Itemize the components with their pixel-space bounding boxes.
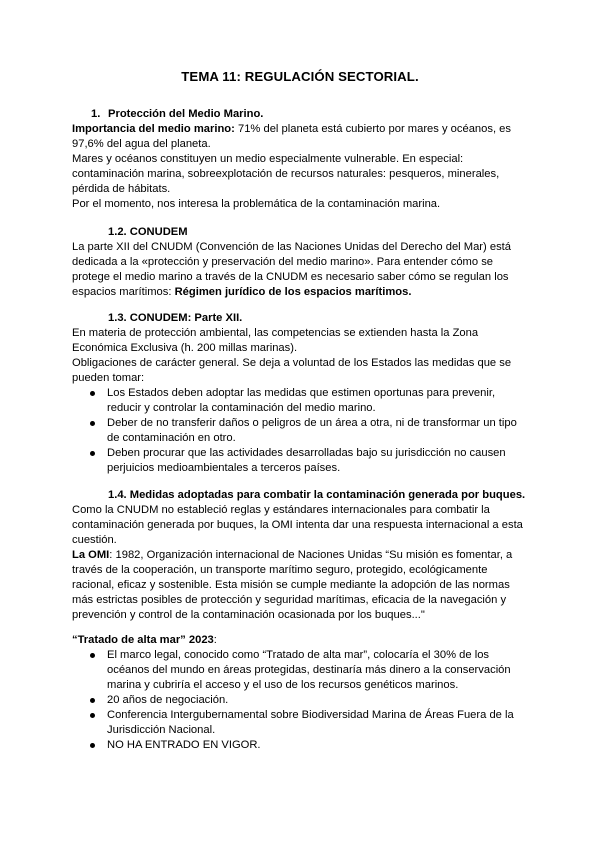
paragraph: Mares y océanos constituyen un medio especialmente vulnerable. En especial: contaminación marina, sobreexplotación de recursos naturales: pesqueros, minerales, pérdida de hábitats.	[72, 153, 500, 195]
section-heading-text: Protección del Medio Marino.	[108, 108, 264, 120]
section-tratado-alta-mar	[72, 633, 532, 753]
paragraph: En materia de protección ambiental, las competencias se extienden hasta la Zona Económica Exclusiva (h. 200 millas marinas).	[72, 327, 479, 354]
bold-text: Régimen jurídico de los espacios marítimos.	[174, 286, 412, 298]
heading-colon: :	[213, 634, 217, 646]
paragraph: Como la CNUDM no estableció reglas y estándares internacionales para combatir la contaminación generada por buques, la OMI intenta dar una respuesta internacional a esta cuestión.	[72, 504, 523, 546]
section-heading	[72, 633, 532, 648]
paragraph	[72, 548, 532, 623]
list-item: Los Estados deben adoptar las medidas que estimen oportunas para prevenir, reducir y controlar la contaminación del medio marino.	[72, 386, 532, 416]
subsection-heading: 1.3. CONUDEM: Parte XII.	[108, 312, 243, 324]
list-item: NO HA ENTRADO EN VIGOR.	[72, 738, 532, 753]
section-conudem-parte-xii	[72, 311, 532, 476]
paragraph: Por el momento, nos interesa la problemática de la contaminación marina.	[72, 198, 441, 210]
bold-lead: La OMI	[72, 549, 110, 561]
section-number: 1.	[91, 108, 101, 120]
bullet-list	[72, 386, 532, 476]
bullet-list	[72, 648, 532, 753]
bold-lead: Importancia del medio marino:	[72, 123, 235, 135]
bold-lead: “Tratado de alta mar” 2023	[72, 634, 214, 646]
paragraph: Obligaciones de carácter general. Se deja a voluntad de los Estados las medidas que se pueden tomar:	[72, 357, 512, 384]
section-medio-marino	[72, 107, 532, 212]
section-heading	[72, 107, 532, 122]
list-item: Deben procurar que las actividades desarrolladas bajo su jurisdicción no causen perjuicios medioambientales a terceros países.	[72, 446, 532, 476]
paragraph-text: : 1982, Organización internacional de Naciones Unidas “Su misión es fomentar, a través de la cooperación, un transporte marítimo seguro, protegido, ecológicamente racional, eficaz y sostenible. Esta misión se cumple mediante la adopción de las normas más estrictas posibles de protección y seguridad marítimas, eficacia de la navegación y prevención y control de la contaminación ocasionada por los buques..."	[72, 549, 513, 621]
list-item: El marco legal, conocido como “Tratado de alta mar”, colocaría el 30% de los océanos del mundo en áreas protegidas, destinaría más dinero a la conservación marina y cubriría el acceso y el uso de los recursos genéticos marinos.	[72, 648, 532, 693]
list-item: 20 años de negociación.	[72, 693, 532, 708]
document-title: TEMA 11: REGULACIÓN SECTORIAL.	[181, 69, 419, 84]
paragraph	[72, 240, 532, 300]
paragraph	[72, 122, 532, 152]
section-medidas-buques	[72, 488, 532, 623]
paragraph-text: La parte XII del CNUDM (Convención de las Naciones Unidas del Derecho del Mar) está dedicada a la «protección y preservación del medio marino». Para entender cómo se protege el medio marino a través de la CNUDM es necesario saber cómo se regulan los espacios marítimos:	[72, 241, 512, 298]
paragraph-text: 71% del planeta está cubierto por mares y océanos, es 97,6% del agua del planeta.	[72, 123, 511, 150]
subsection-heading: 1.2. CONUDEM	[108, 226, 188, 238]
list-item: Deber de no transferir daños o peligros de un área a otra, ni de transformar un tipo de contaminación en otro.	[72, 416, 532, 446]
list-item: Conferencia Intergubernamental sobre Biodiversidad Marina de Áreas Fuera de la Jurisdicción Nacional.	[72, 708, 532, 738]
subsection-heading: 1.4. Medidas adoptadas para combatir la contaminación generada por buques.	[108, 489, 526, 501]
section-conudem	[72, 225, 532, 300]
